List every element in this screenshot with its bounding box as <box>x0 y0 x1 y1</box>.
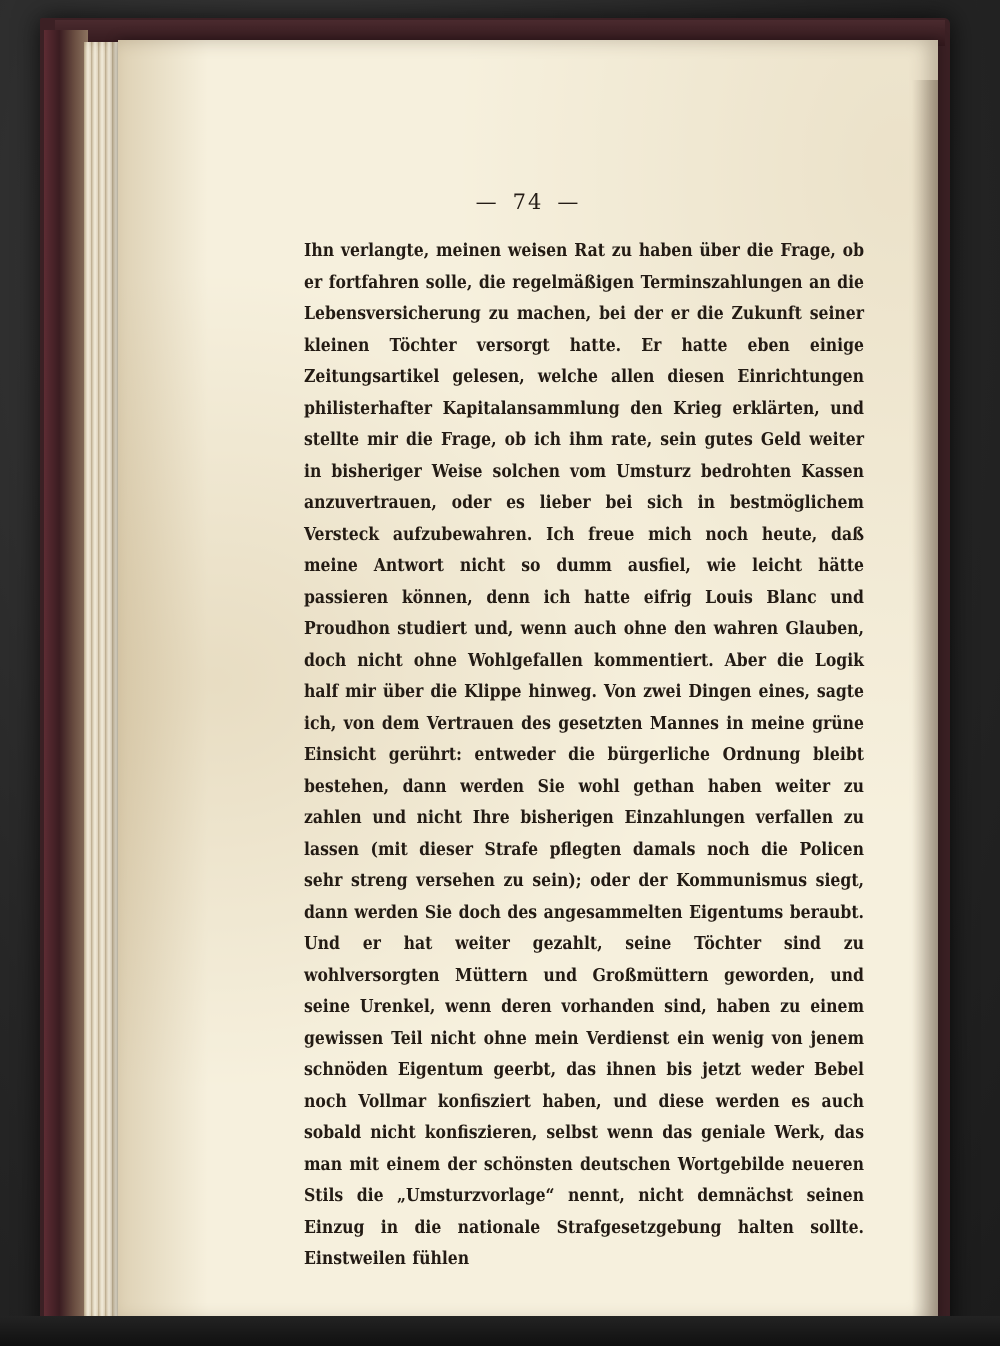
book-spine-gutter <box>44 30 88 1330</box>
body-paragraph: Ihn verlangte, meinen weisen Rat zu haben über die Frage, ob er fortfahren solle, die regelmäßigen Terminszahlungen an die Lebensversicherung zu machen, bei der er die Zukunft seiner kleinen Töchter versorgt hatte. Er hatte eben einige Zeitungsartikel gelesen, welche allen diesen Einrichtungen philisterhafter Kapitalansammlung den Krieg erklärten, und stellte mir die Frage, ob ich ihm rate, sein gutes Geld weiter in bisheriger Weise solchen vom Umsturz bedrohten Kassen anzuvertrauen, oder es lieber bei sich in bestmöglichem Versteck aufzubewahren. Ich freue mich noch heute, daß meine Antwort nicht so dumm ausfiel, wie leicht hätte passieren können, denn ich hatte eifrig Louis Blanc und Proudhon studiert und, wenn auch ohne den wahren Glauben, doch nicht ohne Wohlgefallen kommentiert. Aber die Logik half mir über die Klippe hinweg. Von zwei Dingen eines, sagte ich, von dem Vertrauen des gesetzten Mannes in meine grüne Einsicht gerührt: entweder die bürgerliche Ordnung bleibt bestehen, dann werden Sie wohl gethan haben weiter zu zahlen und nicht Ihre bisherigen Einzahlungen verfallen zu lassen (mit dieser Strafe pflegten damals noch die Policen sehr streng versehen zu sein); oder der Kommunismus siegt, dann werden Sie doch des angesammelten Eigentums beraubt. Und er hat weiter gezahlt, seine Töchter sind zu wohlversorgten Müttern und Großmüttern geworden, und seine Urenkel, wenn deren vorhanden sind, haben zu einem gewissen Teil nicht ohne mein Verdienst ein wenig von jenem schnöden Eigentum geerbt, das ihnen bis jetzt weder Bebel noch Vollmar konfisziert haben, und diese werden es auch sobald nicht konfiszieren, selbst wenn das geniale Werk, das man mit einem der schönsten deutschen Wortgebilde neueren Stils die „Umsturzvorlage“ nennt, nicht demnächst seinen Einzug in die nationale Strafgesetzgebung halten sollte. Einstweilen fühlen <box>304 241 864 1269</box>
page-number-dash-left: — <box>475 190 499 214</box>
page-number-header <box>118 190 938 214</box>
printed-page <box>118 40 938 1322</box>
body-text-block <box>304 236 864 1276</box>
page-number-value: 74 <box>512 190 544 214</box>
table-bottom-edge <box>0 1316 1000 1346</box>
page-number-dash-right: — <box>557 190 581 214</box>
page-fore-edge-shadow <box>912 80 938 1346</box>
